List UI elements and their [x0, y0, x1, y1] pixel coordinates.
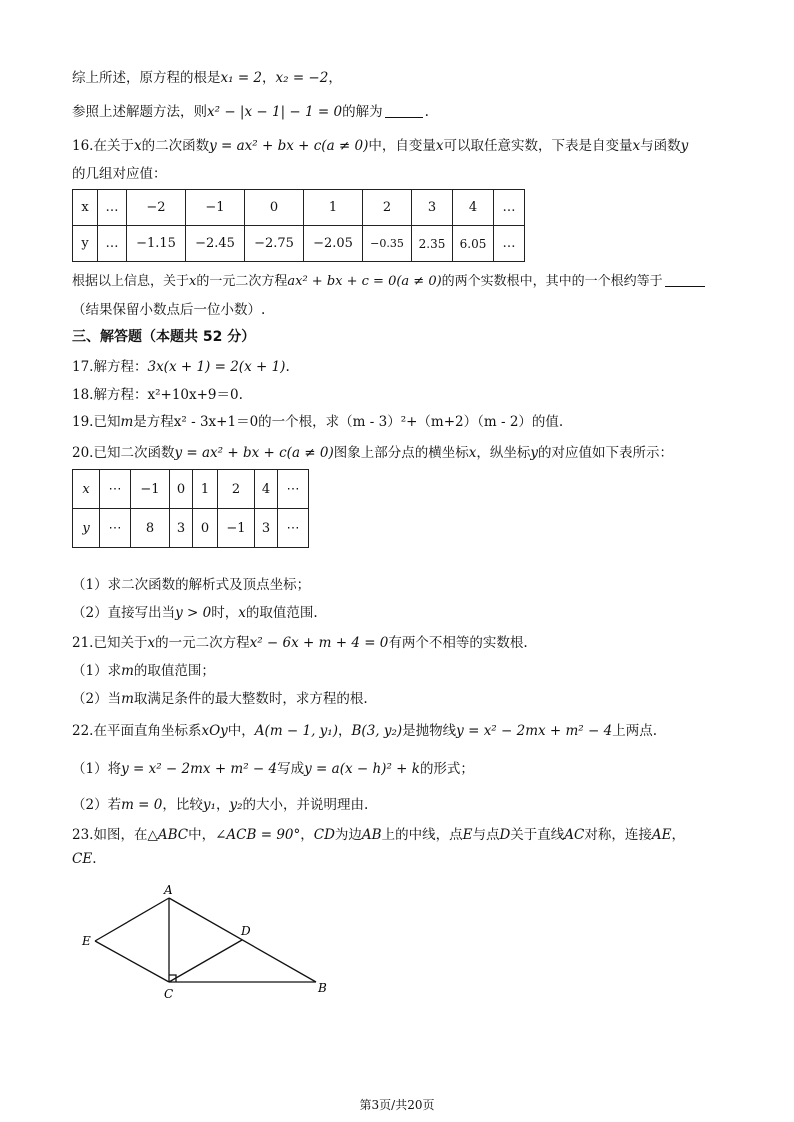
- q20-part1: [72, 573, 310, 593]
- equation: x²+10x+9＝0: [147, 387, 239, 403]
- label-a: A: [164, 883, 173, 897]
- text: 可以取任意实数，下表是自变量: [443, 138, 633, 154]
- text: （2）直接写出当: [72, 605, 176, 621]
- table-cell: …: [98, 226, 127, 262]
- text: ，纵坐标: [476, 445, 531, 461]
- answer-blank[interactable]: [385, 105, 423, 118]
- text: （2）当: [72, 691, 122, 707]
- text: （1）将: [72, 761, 122, 777]
- text: 写成: [277, 761, 305, 777]
- q23-line2: [72, 851, 96, 867]
- q16-question: [72, 270, 707, 289]
- line: AC: [564, 827, 585, 843]
- table-cell: …: [494, 190, 525, 226]
- text: 是抛物线: [402, 723, 457, 739]
- text: 已知二次函数: [93, 445, 175, 461]
- text: 时，: [211, 605, 239, 621]
- question-number: 22.: [72, 723, 94, 739]
- text: ，: [671, 827, 685, 843]
- q22-part2: [72, 793, 368, 813]
- table-cell: 3: [255, 509, 278, 548]
- text: 解方程：: [93, 359, 148, 375]
- q16-value-table: [72, 189, 525, 262]
- table-cell: −0.35: [363, 226, 412, 262]
- q18: [72, 383, 243, 403]
- function: y = ax² + bx + c(a ≠ 0): [174, 445, 334, 461]
- table-cell: ⋯: [100, 470, 131, 509]
- text: 已知关于: [93, 635, 148, 651]
- text: 在关于: [93, 138, 134, 154]
- parabola: y = x² − 2mx + m² − 4: [456, 723, 613, 739]
- question-number: 18.: [72, 387, 94, 403]
- variable: m: [120, 414, 134, 430]
- text: 为边: [334, 827, 362, 843]
- function: y = ax² + bx + c(a ≠ 0): [209, 138, 369, 154]
- text: 参照上述解题方法，则: [72, 104, 207, 120]
- table-cell: 2: [363, 190, 412, 226]
- question-number: 21.: [72, 635, 94, 651]
- segment: AE: [651, 827, 672, 843]
- table-row: [73, 470, 309, 509]
- point-b: B(3, y₂): [351, 723, 403, 739]
- variable: m: [121, 663, 134, 679]
- segment: AB: [361, 827, 382, 843]
- text: 的对应值如下表所示：: [538, 445, 674, 461]
- label-b: B: [318, 981, 327, 995]
- q23-line1: [72, 823, 685, 843]
- equation: y = x² − 2mx + m² − 4: [121, 761, 278, 777]
- text: 有两个不相等的实数根.: [388, 635, 528, 651]
- text: 的一元二次方程: [196, 274, 288, 289]
- table-cell: 2: [218, 470, 255, 509]
- text: 关于直线: [510, 827, 565, 843]
- text: 的一个根，求（: [258, 414, 353, 430]
- q21-part1: [72, 659, 215, 679]
- q15-question: [72, 100, 429, 120]
- text: 上两点.: [612, 723, 658, 739]
- segment-cd: [169, 940, 242, 982]
- separator: ，: [215, 797, 230, 813]
- equation: x² - 3x+1＝0: [173, 414, 259, 430]
- condition: y > 0: [175, 605, 212, 621]
- text: 在平面直角坐标系: [93, 723, 202, 739]
- variable: y₂: [229, 797, 243, 813]
- table-cell: x: [73, 190, 98, 226]
- q21-line1: [72, 631, 528, 651]
- table-cell: …: [98, 190, 127, 226]
- table-cell: ⋯: [278, 509, 309, 548]
- table-cell: y: [73, 226, 98, 262]
- table-cell: x: [73, 470, 100, 509]
- triangle-figure: [78, 880, 338, 1005]
- equation: x² − |x − 1| − 1 = 0: [207, 104, 343, 120]
- point-a: A(m − 1, y₁): [254, 723, 338, 739]
- text: 的一元二次方程: [155, 635, 250, 651]
- punct: .: [424, 104, 429, 120]
- vertex-form: y = a(x − h)² + k: [304, 761, 420, 777]
- text: 如图，在△: [93, 827, 158, 843]
- punct: .: [285, 359, 290, 375]
- text: （1）求: [72, 663, 122, 679]
- text: （1）求二次函数的解析式及顶点坐标；: [72, 577, 311, 593]
- text: 图象上部分点的横坐标: [333, 445, 469, 461]
- equation: ax² + bx + c = 0(a ≠ 0): [287, 274, 442, 289]
- text: 取满足条件的最大整数时，求方程的根.: [133, 691, 368, 707]
- segment: CE: [72, 851, 93, 867]
- table-cell: y: [73, 509, 100, 548]
- table-cell: ⋯: [100, 509, 131, 548]
- separator: ，: [262, 70, 276, 86]
- table-row: [73, 509, 309, 548]
- equation: x² − 6x + m + 4 = 0: [249, 635, 389, 651]
- variable: x: [435, 138, 444, 154]
- text: 的取值范围；: [133, 663, 215, 679]
- text: 的几组对应值：: [72, 166, 167, 182]
- point: E: [462, 827, 473, 843]
- text: 的大小，并说明理由.: [242, 797, 369, 813]
- condition: m = 0: [121, 797, 163, 813]
- punct: ，: [328, 70, 342, 86]
- variable: x: [133, 138, 142, 154]
- q19: [72, 410, 563, 430]
- text: 综上所述，原方程的根是: [72, 70, 221, 86]
- table-cell: 6.05: [453, 226, 494, 262]
- variable: m: [121, 691, 134, 707]
- variable: y₁: [202, 797, 216, 813]
- text: ，: [300, 827, 314, 843]
- table-cell: 1: [193, 470, 218, 509]
- segment-ea: [95, 898, 169, 941]
- punct: .: [92, 851, 97, 867]
- q17: [72, 355, 290, 375]
- text: 中，: [188, 827, 216, 843]
- root-2: x₂ = −2: [275, 70, 329, 86]
- table-cell: −2: [127, 190, 186, 226]
- label-d: D: [241, 924, 251, 938]
- label-c: C: [164, 987, 174, 1001]
- q21-part2: [72, 687, 368, 707]
- table-cell: −1: [218, 509, 255, 548]
- table-cell: 4: [453, 190, 494, 226]
- variable: y: [680, 138, 689, 154]
- text: 已知: [93, 414, 121, 430]
- text: 的值.: [531, 414, 564, 430]
- text: 的形式；: [419, 761, 474, 777]
- question-number: 17.: [72, 359, 94, 375]
- text: 是方程: [133, 414, 174, 430]
- equation: 3x(x + 1) = 2(x + 1): [147, 359, 286, 375]
- text: 解方程：: [93, 387, 148, 403]
- table-cell: 1: [304, 190, 363, 226]
- question-number: 23.: [72, 827, 94, 843]
- punct: .: [238, 387, 243, 403]
- q16-line2: [72, 162, 167, 182]
- q22-part1: [72, 757, 474, 777]
- text: 的取值范围.: [245, 605, 318, 621]
- triangle: ABC: [157, 827, 189, 843]
- coordinate-system: xOy: [201, 723, 228, 739]
- table-cell: ⋯: [278, 470, 309, 509]
- table-cell: −2.05: [304, 226, 363, 262]
- table-cell: −1.15: [127, 226, 186, 262]
- q20-value-table: [72, 469, 309, 548]
- table-cell: 2.35: [412, 226, 453, 262]
- page-footer: 第3页/共20页: [359, 1098, 435, 1112]
- table-row: [73, 226, 525, 262]
- text: ，比较: [162, 797, 203, 813]
- text: 与点: [472, 827, 500, 843]
- table-cell: −1: [131, 470, 170, 509]
- variable: x: [238, 605, 246, 621]
- text: 的解为: [342, 104, 383, 120]
- q15-conclusion: [72, 66, 342, 86]
- segment-ec: [95, 941, 169, 982]
- section-heading: 三、解答题（本题共 52 分）: [72, 329, 256, 345]
- table-cell: −1: [186, 190, 245, 226]
- segment: CD: [313, 827, 335, 843]
- table-cell: 4: [255, 470, 278, 509]
- table-cell: 8: [131, 509, 170, 548]
- text: 的二次函数: [141, 138, 210, 154]
- root-1: x₁ = 2: [220, 70, 263, 86]
- text: 中，: [227, 723, 255, 739]
- angle: ∠ACB = 90°: [215, 827, 301, 843]
- separator: ，: [338, 723, 352, 739]
- expression: m - 3）²+（m+2）（m - 2）: [352, 414, 532, 430]
- variable: x: [632, 138, 641, 154]
- text: 根据以上信息，关于: [72, 274, 190, 289]
- text: 与函数: [640, 138, 681, 154]
- table-cell: 0: [193, 509, 218, 548]
- q16-note: [72, 298, 265, 318]
- question-number: 19.: [72, 414, 94, 430]
- variable: x: [189, 274, 197, 289]
- text: （2）若: [72, 797, 122, 813]
- q20-part2: [72, 601, 318, 621]
- point: D: [499, 827, 511, 843]
- table-cell: 0: [170, 470, 193, 509]
- q16-line1: [72, 134, 688, 154]
- text: （结果保留小数点后一位小数）.: [72, 302, 266, 318]
- table-cell: −2.45: [186, 226, 245, 262]
- text: 对称，连接: [584, 827, 652, 843]
- variable: x: [147, 635, 156, 651]
- text: 的两个实数根中，其中的一个根约等于: [441, 274, 663, 289]
- table-cell: 3: [170, 509, 193, 548]
- table-cell: 0: [245, 190, 304, 226]
- question-number: 20.: [72, 445, 94, 461]
- table-cell: 3: [412, 190, 453, 226]
- text: 中，自变量: [368, 138, 436, 154]
- table-cell: −2.75: [245, 226, 304, 262]
- variable: y: [530, 445, 539, 461]
- question-number: 16.: [72, 138, 94, 154]
- text: 上的中线，点: [381, 827, 463, 843]
- label-e: E: [82, 934, 91, 948]
- answer-blank[interactable]: [665, 274, 705, 287]
- table-row: [73, 190, 525, 226]
- q20-line1: [72, 441, 673, 461]
- variable: x: [468, 445, 477, 461]
- q22-line1: [72, 719, 657, 739]
- table-cell: …: [494, 226, 525, 262]
